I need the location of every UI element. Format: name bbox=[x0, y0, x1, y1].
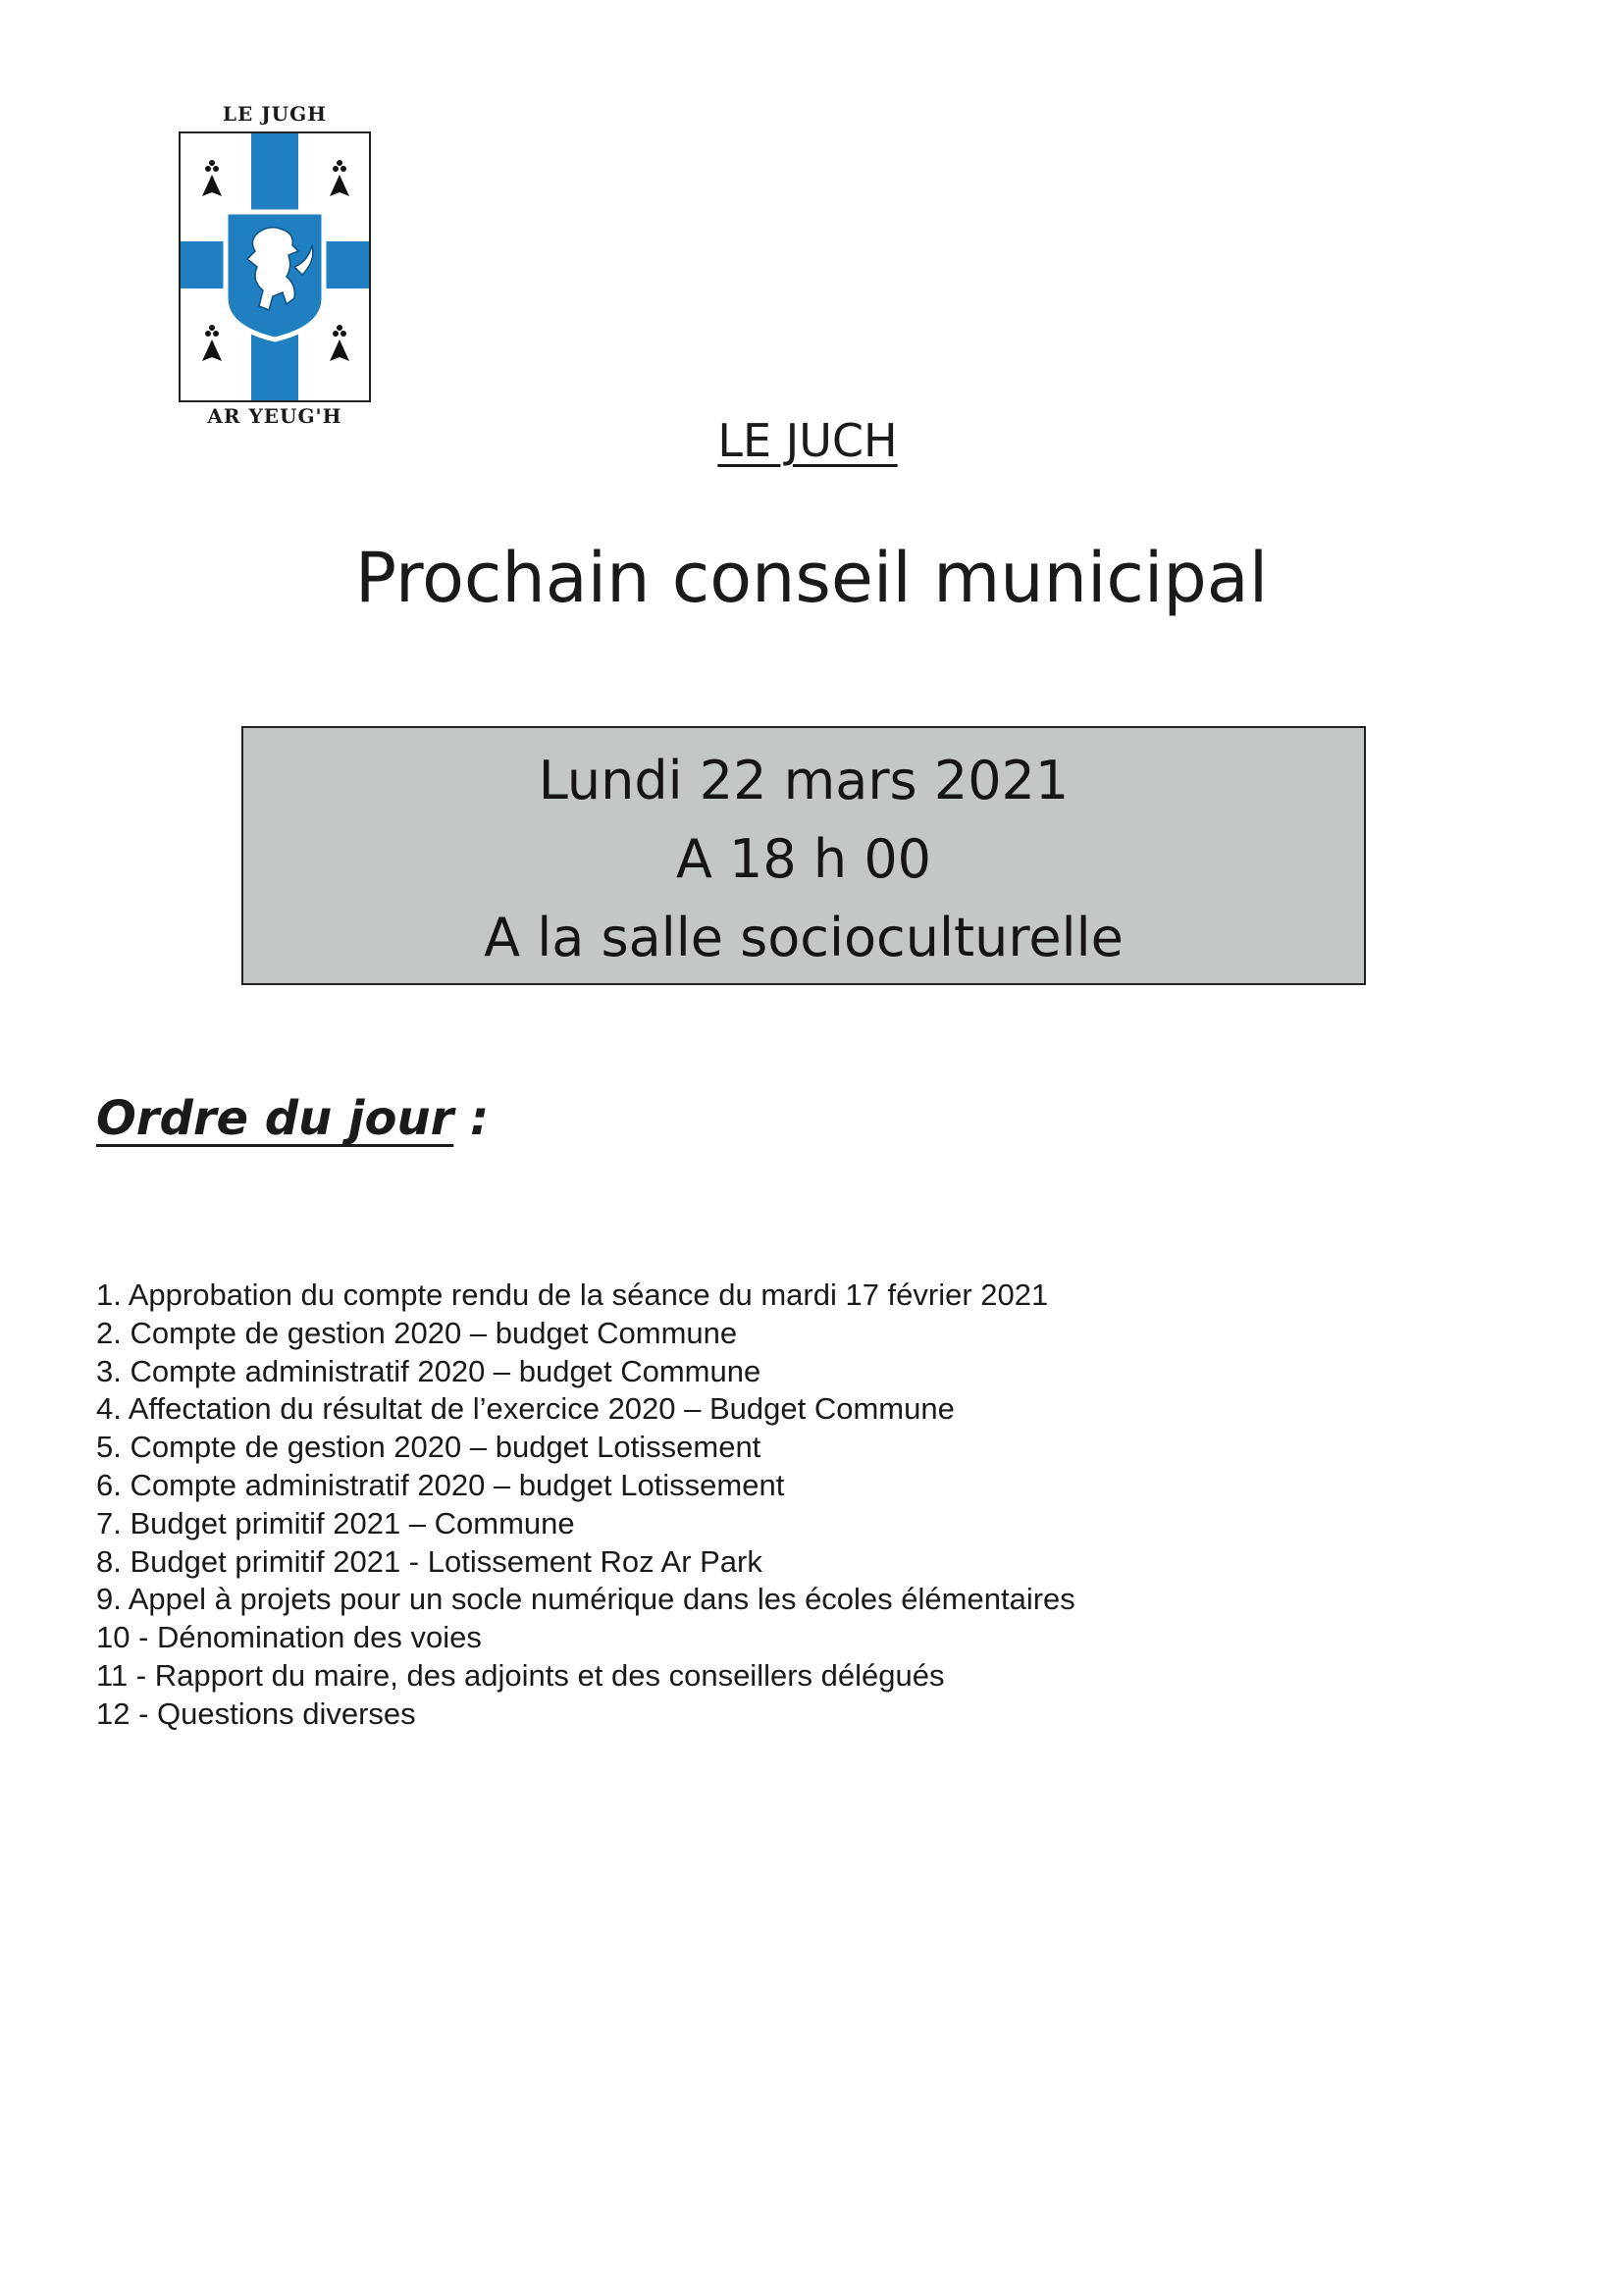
agenda-item: 1. Approbation du compte rendu de la séance du mardi 17 février 2021 bbox=[96, 1278, 1049, 1312]
municipal-crest bbox=[175, 98, 375, 432]
agenda-item: 10 - Dénomination des voies bbox=[96, 1620, 482, 1655]
crest-bottom-label: AR YEUG'H bbox=[207, 404, 342, 428]
crest-shield-icon bbox=[179, 131, 371, 402]
agenda-heading-text: Ordre du jour bbox=[96, 1091, 454, 1146]
agenda-list bbox=[96, 1277, 1372, 1734]
agenda-item: 5. Compte de gestion 2020 – budget Lotissement bbox=[96, 1430, 761, 1465]
page-title: Prochain conseil municipal bbox=[354, 538, 1269, 618]
crest-top-label: LE JUGH bbox=[222, 102, 328, 126]
agenda-item: 6. Compte administratif 2020 – budget Lotissement bbox=[96, 1467, 785, 1502]
agenda-item: 9. Appel à projets pour un socle numérique dans les écoles élémentaires bbox=[96, 1582, 1075, 1617]
agenda-heading bbox=[96, 1091, 489, 1146]
town-title: LE JUCH bbox=[717, 414, 898, 467]
meeting-place: A la salle socioculturelle bbox=[484, 907, 1124, 968]
agenda-item: 2. Compte de gestion 2020 – budget Commune bbox=[96, 1315, 738, 1350]
agenda-item: 11 - Rapport du maire, des adjoints et des conseillers délégués bbox=[96, 1657, 945, 1693]
agenda-item: 7. Budget primitif 2021 – Commune bbox=[96, 1505, 575, 1540]
agenda-item: 3. Compte administratif 2020 – budget Commune bbox=[96, 1353, 761, 1388]
meeting-date: Lundi 22 mars 2021 bbox=[538, 750, 1070, 811]
agenda-item: 12 - Questions diverses bbox=[96, 1696, 416, 1731]
agenda-heading-colon: : bbox=[453, 1091, 490, 1146]
meeting-info-box bbox=[241, 726, 1366, 985]
agenda-item: 8. Budget primitif 2021 - Lotissement Roz Ar Park bbox=[96, 1543, 762, 1579]
agenda-item: 4. Affectation du résultat de l’exercice 2020 – Budget Commune bbox=[96, 1391, 955, 1427]
meeting-time: A 18 h 00 bbox=[675, 828, 932, 890]
